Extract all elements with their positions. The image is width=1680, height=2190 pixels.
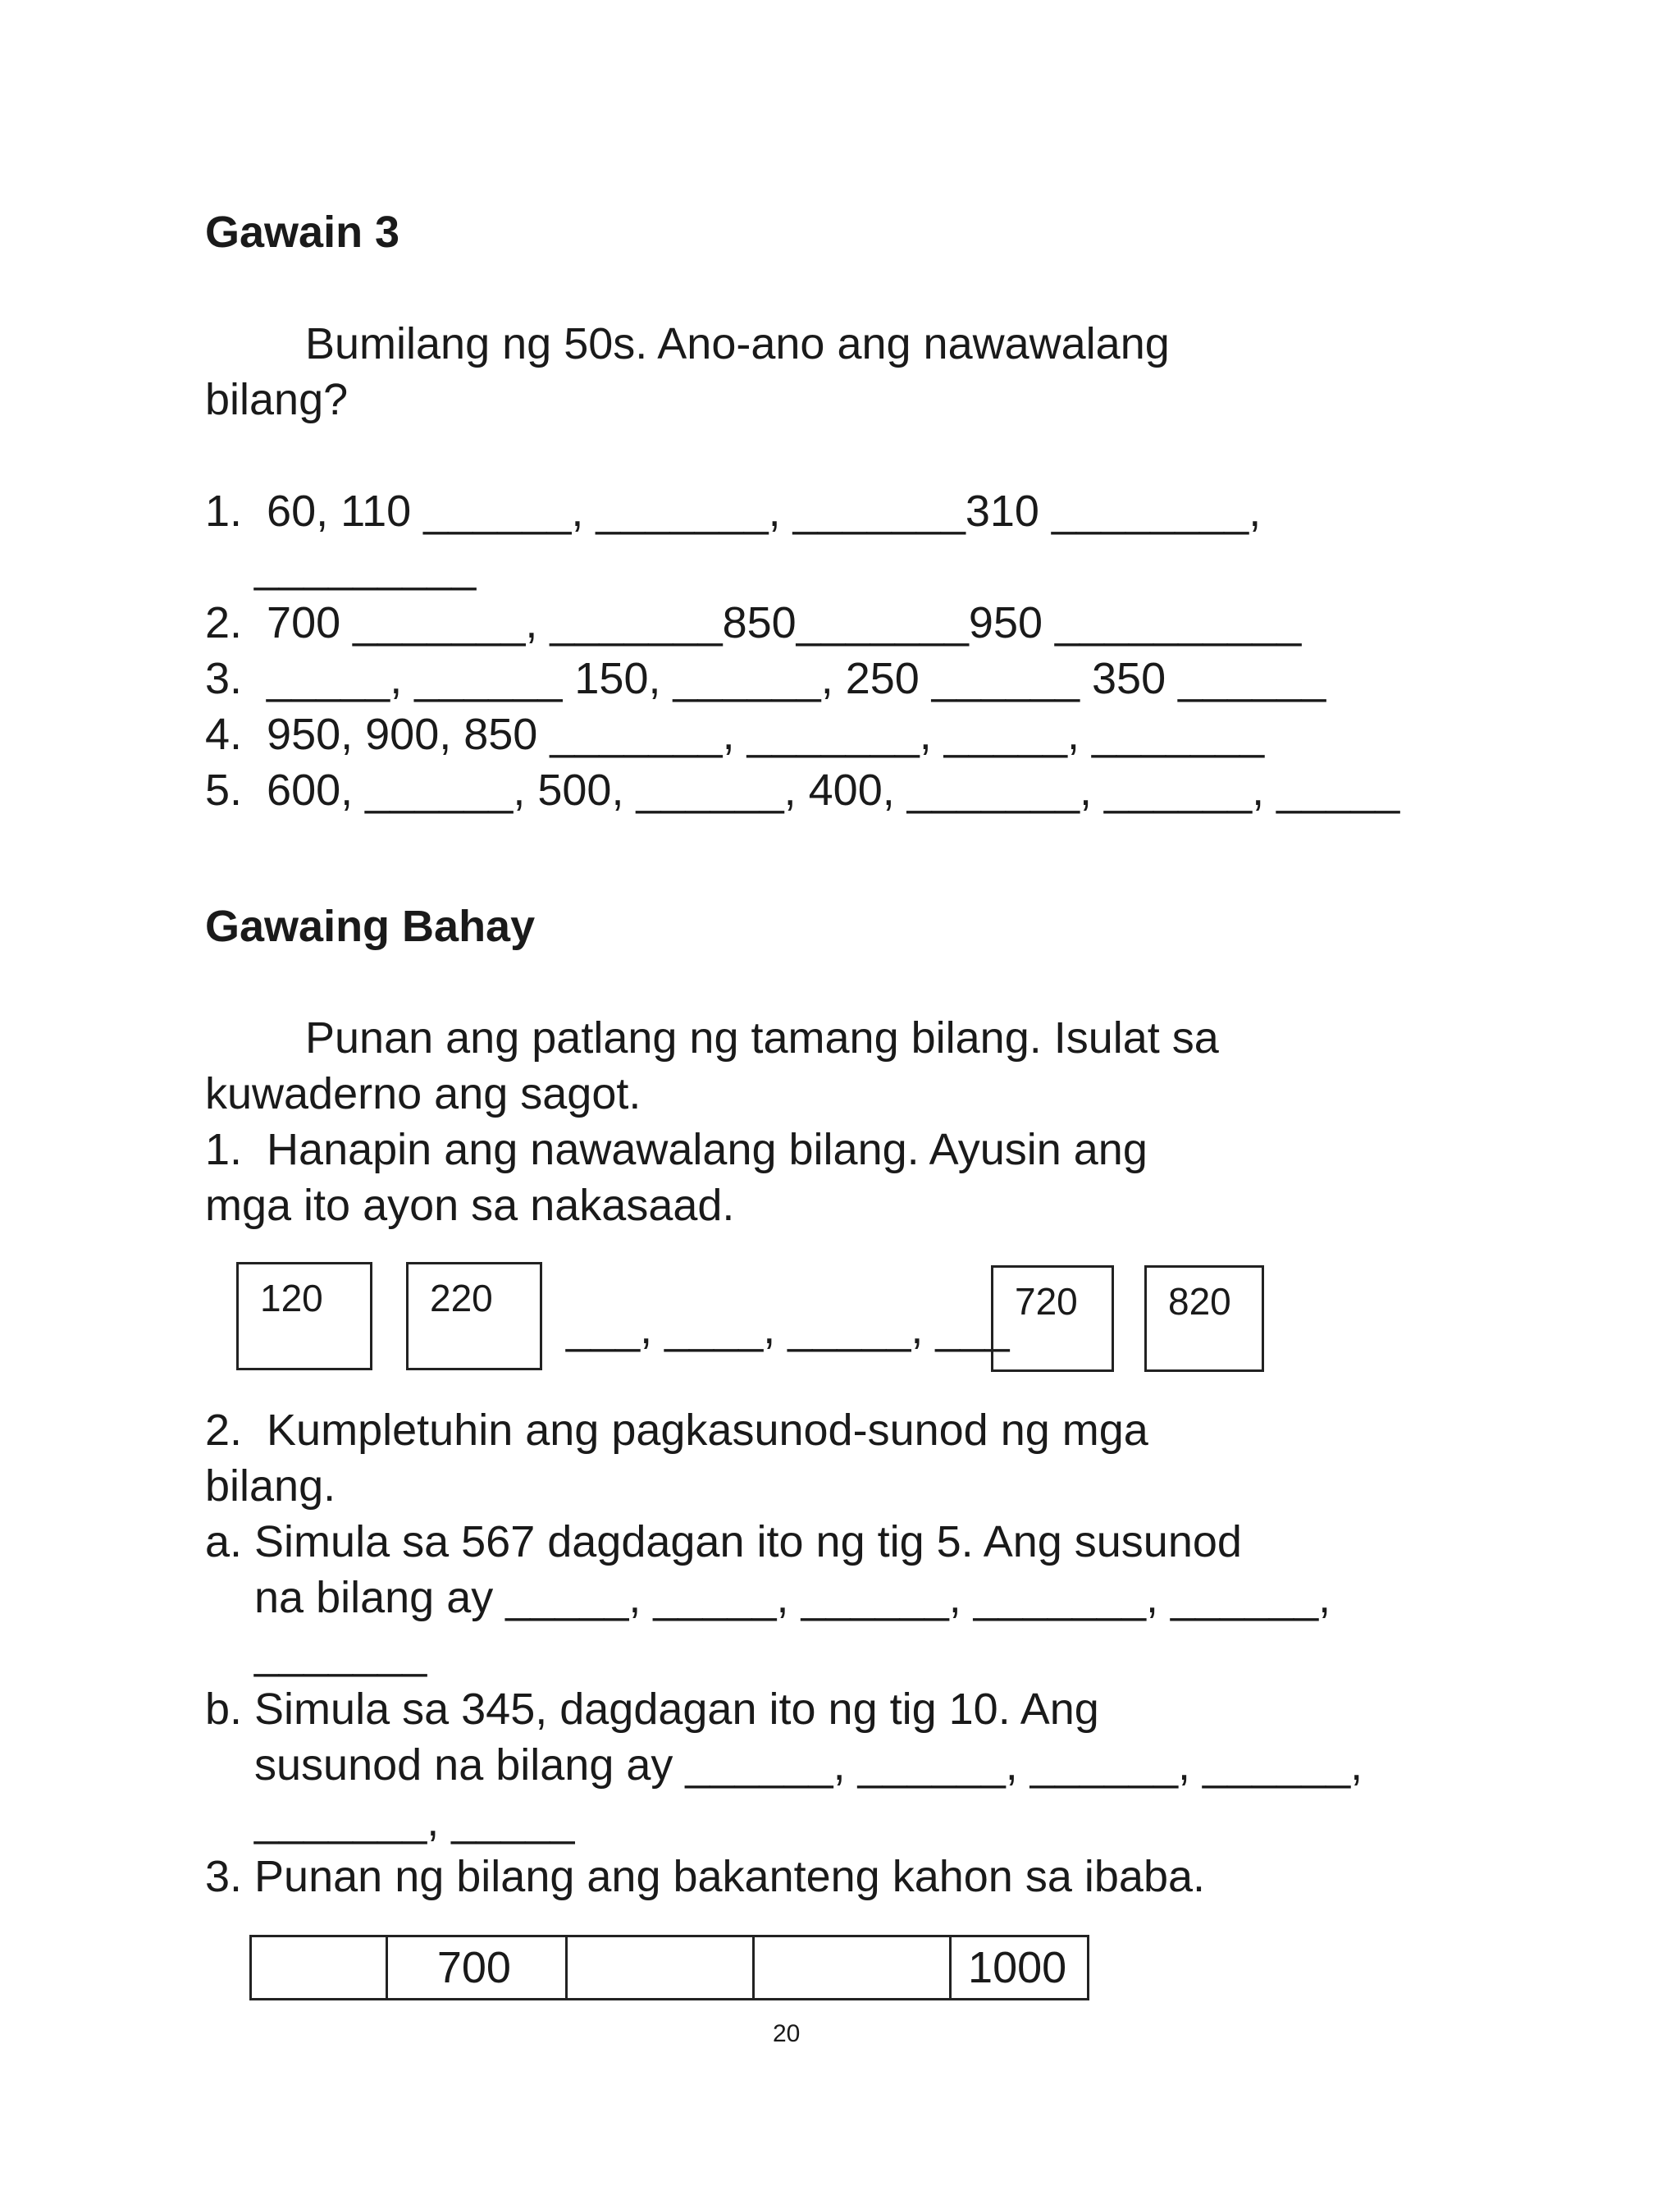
question-2b-line-3: _______, _____: [254, 1796, 575, 1845]
number-box-720: 720: [991, 1265, 1114, 1372]
section-heading-gawain-3: Gawain 3: [205, 208, 400, 257]
question-2b-line-1: b. Simula sa 345, dagdagan ito ng tig 10. Ang: [205, 1685, 1099, 1734]
homework-instruction-line-1: Punan ang patlang ng tamang bilang. Isulat sa: [305, 1013, 1219, 1063]
question-2-line-1: 2. Kumpletuhin ang pagkasunod-sunod ng mga: [205, 1406, 1148, 1455]
exercise-item-1: 1. 60, 110 ______, _______, _______310 ________,: [205, 487, 1262, 536]
homework-instruction-line-2: kuwaderno ang sagot.: [205, 1069, 641, 1118]
instruction-line-2: bilang?: [205, 375, 349, 424]
instruction-line-1: Bumilang ng 50s. Ano-ano ang nawawalang: [305, 319, 1170, 368]
number-box-220: 220: [406, 1262, 542, 1370]
question-2a-line-3: _______: [254, 1629, 427, 1678]
section-heading-gawaing-bahay: Gawaing Bahay: [205, 902, 536, 951]
question-1-line-2: mga ito ayon sa nakasaad.: [205, 1181, 735, 1230]
question-2a-line-2: na bilang ay _____, _____, ______, _______, ______,: [254, 1573, 1331, 1622]
exercise-item-1-continued: _________: [254, 542, 477, 592]
question-1-line-1: 1. Hanapin ang nawawalang bilang. Ayusin ang: [205, 1125, 1148, 1174]
table-cell-empty-1: [251, 1936, 387, 2000]
question-3: 3. Punan ng bilang ang bakanteng kahon sa ibaba.: [205, 1852, 1206, 1901]
exercise-item-3: 3. _____, ______ 150, ______, 250 ______ 350 ______: [205, 654, 1326, 703]
exercise-item-2: 2. 700 _______, _______850_______950 __________: [205, 598, 1302, 647]
table-cell-empty-3: [753, 1936, 950, 2000]
question-2-line-2: bilang.: [205, 1461, 336, 1511]
question-2a-line-1: a. Simula sa 567 dagdagan ito ng tig 5. Ang susunod: [205, 1517, 1242, 1566]
table-cell-700: 700: [386, 1936, 566, 2000]
exercise-item-4: 4. 950, 900, 850 _______, _______, _____, _______: [205, 710, 1265, 759]
page-number: 20: [773, 2020, 801, 2047]
table-cell-empty-2: [567, 1936, 754, 2000]
missing-number-blanks: ___, ____, _____, ___: [566, 1304, 1010, 1353]
number-cells-table: [249, 1935, 1089, 2000]
number-box-120: 120: [236, 1262, 372, 1370]
question-2b-line-2: susunod na bilang ay ______, ______, ______, ______,: [254, 1740, 1363, 1790]
table-cell-1000: 1000: [951, 1936, 1089, 2000]
number-box-820: 820: [1144, 1265, 1264, 1372]
exercise-item-5: 5. 600, ______, 500, ______, 400, _______, ______, _____: [205, 766, 1400, 815]
